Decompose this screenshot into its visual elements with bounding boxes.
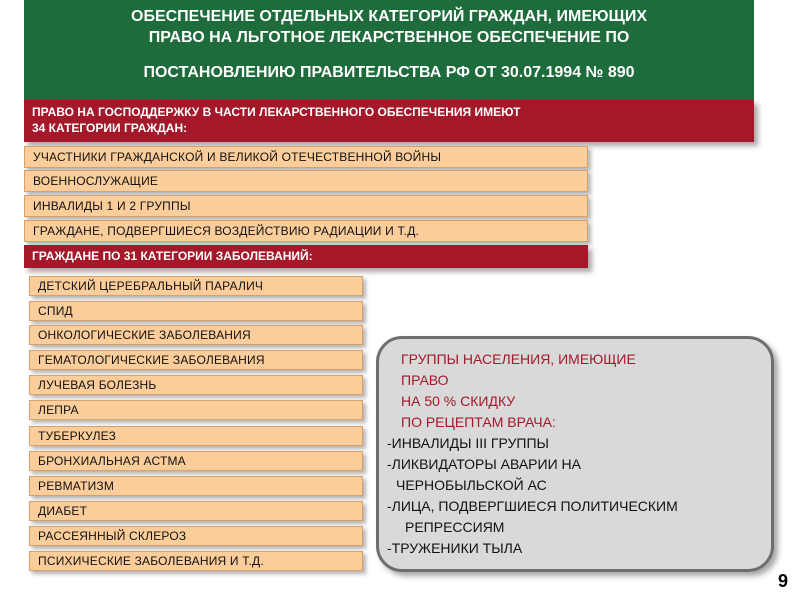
disease-item: ЛУЧЕВАЯ БОЛЕЗНЬ <box>29 375 363 395</box>
disease-item: ПСИХИЧЕСКИЕ ЗАБОЛЕВАНИЯ И Т.Д. <box>29 551 363 571</box>
page-number: 9 <box>777 571 788 591</box>
title-line-3: ПОСТАНОВЛЕНИЮ ПРАВИТЕЛЬСТВА РФ ОТ 30.07.1994 № 890 <box>143 64 635 81</box>
disease-item: ОНКОЛОГИЧЕСКИЕ ЗАБОЛЕВАНИЯ <box>29 325 363 345</box>
callout-heading-line: ГРУППЫ НАСЕЛЕНИЯ, ИМЕЮЩИЕ <box>401 351 636 367</box>
callout-heading-line: ПРАВО <box>401 372 449 388</box>
callout-item: -ИНВАЛИДЫ III ГРУППЫ <box>387 435 549 451</box>
callout-heading-line: ПО РЕЦЕПТАМ ВРАЧА: <box>401 414 556 430</box>
disease-item: ЛЕПРА <box>29 400 363 420</box>
disease-item: РЕВМАТИЗМ <box>29 476 363 496</box>
section1-item: ИНВАЛИДЫ 1 И 2 ГРУППЫ <box>24 195 588 217</box>
callout-item: ЧЕРНОБЫЛЬСКОЙ АС <box>396 477 547 493</box>
title-line-1: ОБЕСПЕЧЕНИЕ ОТДЕЛЬНЫХ КАТЕГОРИЙ ГРАЖДАН, ИМЕЮЩИХ <box>131 8 647 25</box>
disease-item: ДЕТСКИЙ ЦЕРЕБРАЛЬНЫЙ ПАРАЛИЧ <box>29 276 363 296</box>
section1-item: ВОЕННОСЛУЖАЩИЕ <box>24 170 588 192</box>
callout-heading-line: НА 50 % СКИДКУ <box>401 393 516 409</box>
discount-callout <box>376 336 774 572</box>
section1-header-line-2: 34 КАТЕГОРИИ ГРАЖДАН: <box>32 121 188 135</box>
callout-item: -ЛИЦА, ПОДВЕРГШИЕСЯ ПОЛИТИЧЕСКИМ <box>387 498 678 514</box>
callout-item: -ЛИКВИДАТОРЫ АВАРИИ НА <box>387 456 581 472</box>
disease-item: БРОНХИАЛЬНАЯ АСТМА <box>29 451 363 471</box>
disease-item: ГЕМАТОЛОГИЧЕСКИЕ ЗАБОЛЕВАНИЯ <box>29 350 363 370</box>
slide-title <box>24 0 754 100</box>
section2-header: ГРАЖДАНЕ ПО 31 КАТЕГОРИИ ЗАБОЛЕВАНИЙ: <box>24 245 588 268</box>
disease-item: СПИД <box>29 301 363 321</box>
section1-header-line-1: ПРАВО НА ГОСПОДДЕРЖКУ В ЧАСТИ ЛЕКАРСТВЕННОГО ОБЕСПЕЧЕНИЯ ИМЕЮТ <box>32 105 521 119</box>
section1-item: УЧАСТНИКИ ГРАЖДАНСКОЙ И ВЕЛИКОЙ ОТЕЧЕСТВЕННОЙ ВОЙНЫ <box>24 146 588 168</box>
disease-item: РАССЕЯННЫЙ СКЛЕРОЗ <box>29 526 363 546</box>
disease-item: ДИАБЕТ <box>29 501 363 521</box>
callout-item: РЕПРЕССИЯМ <box>405 519 505 535</box>
callout-item: -ТРУЖЕНИКИ ТЫЛА <box>387 540 523 556</box>
title-line-2: ПРАВО НА ЛЬГОТНОЕ ЛЕКАРСТВЕННОЕ ОБЕСПЕЧЕНИЕ ПО <box>148 29 630 46</box>
disease-item: ТУБЕРКУЛЕЗ <box>29 426 363 446</box>
section1-header <box>24 100 754 142</box>
section1-item: ГРАЖДАНЕ, ПОДВЕРГШИЕСЯ ВОЗДЕЙСТВИЮ РАДИАЦИИ И Т.Д. <box>24 220 588 242</box>
